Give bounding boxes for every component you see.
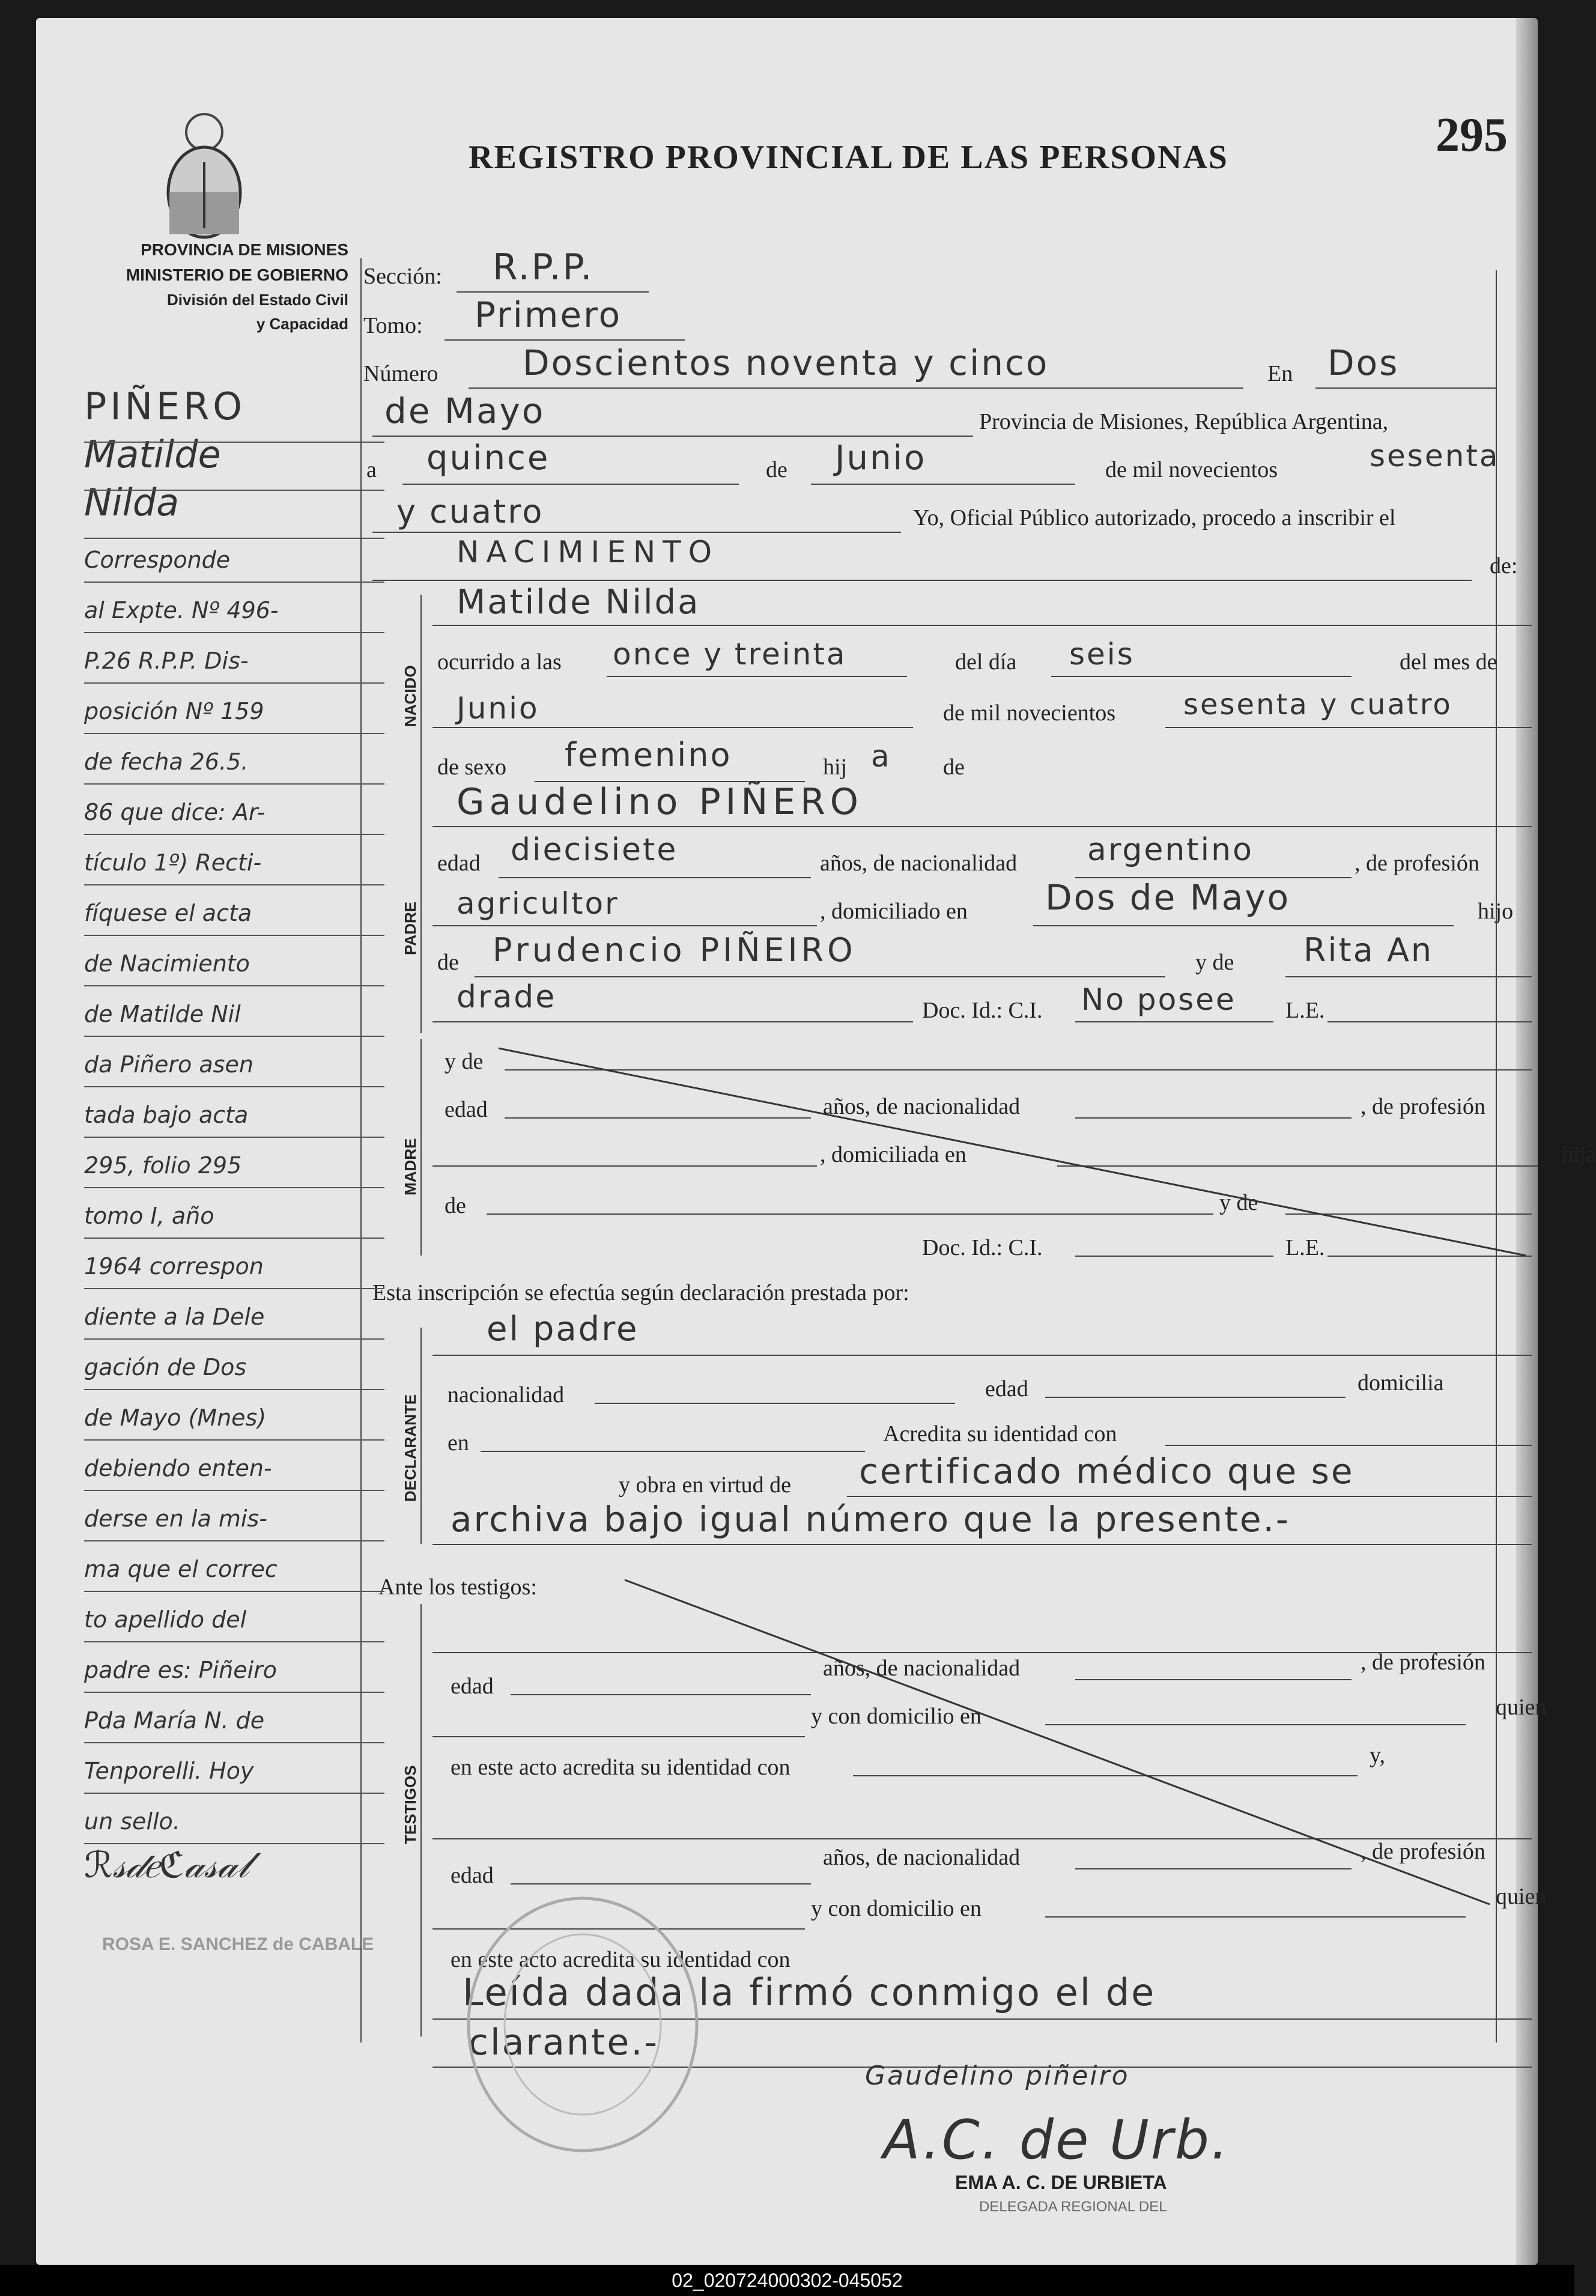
section-declarante: DECLARANTE bbox=[401, 1394, 419, 1502]
hij-value: a bbox=[871, 739, 891, 774]
register-page bbox=[36, 18, 1596, 2265]
section-madre: MADRE bbox=[401, 1138, 419, 1195]
de-colon-label: de: bbox=[1490, 553, 1518, 579]
del-dia-label: del día bbox=[955, 649, 1017, 675]
en-label: En bbox=[1267, 361, 1293, 386]
oficial-stamp-name: EMA A. C. DE URBIETA bbox=[955, 2172, 1167, 2193]
mil-nacido-label: de mil novecientos bbox=[943, 700, 1116, 726]
yde2-madre-label: y de bbox=[1219, 1190, 1258, 1215]
en-declarante-label: en bbox=[448, 1430, 469, 1456]
tomo-label: Tomo: bbox=[363, 313, 423, 338]
de-label: de bbox=[766, 457, 787, 482]
margin-surname: PIÑERO bbox=[84, 384, 246, 428]
margin-note-line: gación de Dos bbox=[84, 1354, 247, 1380]
anio-value2: y cuatro bbox=[396, 493, 544, 530]
dom-madre-label: , domiciliada en bbox=[820, 1142, 966, 1167]
margin-note-line: posición Nº 159 bbox=[84, 698, 264, 724]
le-padre-label: L.E. bbox=[1285, 998, 1325, 1023]
section-testigos: TESTIGOS bbox=[401, 1765, 419, 1844]
abuelo-value: Prudencio PIÑEIRO bbox=[493, 931, 857, 969]
margin-note-line: 295, folio 295 bbox=[84, 1152, 242, 1179]
acredita-testigo2-label: en este acto acredita su identidad con bbox=[451, 1947, 790, 1972]
testigos-intro: Ante los testigos: bbox=[378, 1575, 537, 1600]
margin-note-line: Corresponde bbox=[84, 547, 231, 573]
doc-madre-label: Doc. Id.: C.I. bbox=[922, 1235, 1043, 1260]
mes-nacimiento: Junio bbox=[457, 691, 539, 726]
document-title: REGISTRO PROVINCIAL DE LAS PERSONAS bbox=[469, 139, 1228, 176]
header-province: PROVINCIA DE MISIONES bbox=[141, 240, 348, 259]
padre-nombre: Gaudelino PIÑERO bbox=[457, 781, 864, 823]
margin-note-line: P.26 R.P.P. Dis- bbox=[84, 648, 249, 674]
abuela-value1: Rita An bbox=[1303, 931, 1434, 969]
closing-line1: Leída dada la firmó conmigo el de bbox=[463, 1970, 1156, 2014]
mes-value: Junio bbox=[835, 439, 927, 478]
margin-note-line: de Mayo (Mnes) bbox=[84, 1405, 267, 1431]
main-left-rule bbox=[360, 258, 362, 2042]
margin-note-line: da Piñero asen bbox=[84, 1051, 253, 1078]
en-value1: Dos bbox=[1327, 342, 1400, 383]
doc-padre-value: No posee bbox=[1081, 982, 1236, 1017]
de-madre-label: de bbox=[445, 1193, 466, 1218]
prof-testigo2-label: , de profesión bbox=[1361, 1839, 1485, 1864]
anio-value1: sesenta bbox=[1370, 439, 1500, 473]
virtud-label: y obra en virtud de bbox=[619, 1472, 792, 1498]
margin-name1: Matilde bbox=[84, 433, 221, 476]
provincia-text: Provincia de Misiones, República Argentina, bbox=[979, 409, 1389, 434]
mil-label: de mil novecientos bbox=[1105, 457, 1278, 482]
header-capacidad: y Capacidad bbox=[256, 315, 348, 333]
de-nacido-label: de bbox=[943, 755, 965, 780]
nacido-nombre: Matilde Nilda bbox=[457, 583, 700, 622]
seccion-label: Sección: bbox=[363, 264, 442, 289]
prof-padre-label: , de profesión bbox=[1355, 851, 1479, 876]
closing-line2: clarante.- bbox=[469, 2021, 660, 2064]
madre-cancel-stroke bbox=[493, 1039, 1532, 1268]
nac-madre-label: años, de nacionalidad bbox=[823, 1094, 1021, 1119]
edad-madre-label: edad bbox=[445, 1097, 488, 1122]
margin-note-line: 1964 correspon bbox=[84, 1253, 264, 1280]
margin-note-line: de Matilde Nil bbox=[84, 1001, 241, 1027]
margin-note-line: 86 que dice: Ar- bbox=[84, 799, 265, 825]
nac-padre-value: argentino bbox=[1087, 832, 1254, 868]
signature-declarante: Gaudelino piñeiro bbox=[865, 2061, 1130, 2091]
nac-declarante-label: nacionalidad bbox=[448, 1382, 565, 1408]
margin-note-line: Tenporelli. Hoy bbox=[84, 1758, 254, 1784]
margin-note-line: tomo I, año bbox=[84, 1203, 214, 1229]
margin-name2: Nilda bbox=[84, 481, 180, 524]
page-number: 295 bbox=[1436, 109, 1508, 162]
margin-signature: ℛ𝓈𝒹𝑒ℭ𝒶𝓈𝒶𝓁 bbox=[84, 1844, 249, 1886]
margin-note-line: de Nacimiento bbox=[84, 950, 250, 977]
ocurrido-label: ocurrido a las bbox=[437, 649, 562, 675]
doc-padre-label: Doc. Id.: C.I. bbox=[922, 998, 1043, 1023]
margin-note-line: to apellido del bbox=[84, 1606, 247, 1633]
dia-nacimiento: seis bbox=[1069, 637, 1135, 672]
domicilia-label: domicilia bbox=[1358, 1370, 1444, 1396]
signature-oficial: A.C. de Urb. bbox=[883, 2109, 1230, 2172]
hija-label: hija bbox=[1562, 1142, 1596, 1167]
acto-value: NACIMIENTO bbox=[457, 535, 720, 569]
margin-note-line: de fecha 26.5. bbox=[84, 749, 249, 775]
sexo-value: femenino bbox=[565, 736, 732, 774]
numero-label: Número bbox=[363, 361, 438, 386]
oficial-stamp-role: DELEGADA REGIONAL DEL bbox=[979, 2199, 1167, 2215]
margin-note-line: fíquese el acta bbox=[84, 900, 252, 926]
del-mes-label: del mes de bbox=[1400, 649, 1497, 675]
quien-testigo1-label: quien bbox=[1496, 1695, 1547, 1720]
abuela-value2: drade bbox=[457, 979, 557, 1015]
margin-note-line: al Expte. Nº 496- bbox=[84, 597, 279, 624]
edad-declarante-label: edad bbox=[985, 1376, 1028, 1402]
seccion-value: R.P.P. bbox=[493, 246, 594, 288]
section-padre: PADRE bbox=[401, 901, 419, 955]
section-nacido: NACIDO bbox=[401, 665, 419, 727]
margin-note-line: un sello. bbox=[84, 1808, 180, 1835]
margin-note-line: tículo 1º) Recti- bbox=[84, 849, 262, 876]
declarante-intro: Esta inscripción se efectúa según declaración prestada por: bbox=[372, 1280, 909, 1305]
declarante-value: el padre bbox=[487, 1310, 639, 1349]
dom-padre-value: Dos de Mayo bbox=[1045, 877, 1291, 918]
yo-text: Yo, Oficial Público autorizado, procedo a inscribir el bbox=[913, 505, 1396, 530]
prof-testigo1-label: , de profesión bbox=[1361, 1650, 1485, 1675]
yde-madre-label: y de bbox=[445, 1049, 484, 1074]
official-seal-icon bbox=[463, 1892, 703, 2157]
quien-testigo2-label: quien bbox=[1496, 1884, 1547, 1909]
a-label: a bbox=[366, 457, 377, 482]
hij-label: hij bbox=[823, 755, 848, 780]
image-id-footer: 02_020724000302-045052 bbox=[0, 2265, 1574, 2296]
margin-note-line: derse en la mis- bbox=[84, 1505, 267, 1532]
prof-padre-value: agricultor bbox=[457, 886, 619, 921]
virtud-value1: certificado médico que se bbox=[859, 1451, 1355, 1492]
margin-note-line: Pda María N. de bbox=[84, 1707, 265, 1734]
margin-note-line: diente a la Dele bbox=[84, 1304, 265, 1330]
margin-note-line: ma que el correc bbox=[84, 1556, 278, 1582]
header-ministry: MINISTERIO DE GOBIERNO bbox=[126, 266, 348, 284]
virtud-value2: archiva bajo igual número que la presente.- bbox=[451, 1499, 1290, 1540]
tomo-value: Primero bbox=[475, 294, 622, 335]
acredita-testigo1-label: en este acto acredita su identidad con bbox=[451, 1755, 790, 1780]
y-testigo1-label: y, bbox=[1370, 1743, 1386, 1768]
header-division: División del Estado Civil bbox=[167, 291, 348, 309]
acredita-declarante-label: Acredita su identidad con bbox=[883, 1421, 1117, 1447]
hora-value: once y treinta bbox=[613, 637, 847, 672]
hijo-label: hijo bbox=[1478, 899, 1514, 924]
nac-testigo2-label: años, de nacionalidad bbox=[823, 1845, 1021, 1870]
edad-testigo2-label: edad bbox=[451, 1863, 494, 1888]
edad-padre-label: edad bbox=[437, 851, 481, 876]
anio-nacimiento: sesenta y cuatro bbox=[1183, 688, 1452, 721]
en-value2: de Mayo bbox=[384, 390, 545, 431]
margin-note-line: debiendo enten- bbox=[84, 1455, 272, 1481]
margin-stamp: ROSA E. SANCHEZ de CABALE bbox=[102, 1934, 374, 1954]
sexo-label: de sexo bbox=[437, 755, 507, 780]
yde-padre-label: y de bbox=[1195, 950, 1234, 975]
le-madre-label: L.E. bbox=[1285, 1235, 1325, 1260]
dom-padre-label: , domiciliado en bbox=[820, 899, 968, 924]
coat-of-arms-icon bbox=[150, 108, 258, 246]
nac-testigo1-label: años, de nacionalidad bbox=[823, 1656, 1021, 1681]
dom-testigo1-label: y con domicilio en bbox=[811, 1704, 982, 1729]
nac-padre-label: años, de nacionalidad bbox=[820, 851, 1018, 876]
testigos-cancel-stroke bbox=[619, 1574, 1496, 1910]
margin-note-line: tada bajo acta bbox=[84, 1102, 249, 1128]
dia-value: quince bbox=[426, 439, 550, 478]
edad-testigo1-label: edad bbox=[451, 1674, 494, 1699]
prof-madre-label: , de profesión bbox=[1361, 1094, 1485, 1119]
edad-padre-value: diecisiete bbox=[511, 832, 678, 868]
numero-value: Doscientos noventa y cinco bbox=[523, 342, 1049, 383]
margin-note-line: padre es: Piñeiro bbox=[84, 1657, 278, 1683]
dom-testigo2-label: y con domicilio en bbox=[811, 1896, 982, 1921]
de-padre-label: de bbox=[437, 950, 459, 975]
